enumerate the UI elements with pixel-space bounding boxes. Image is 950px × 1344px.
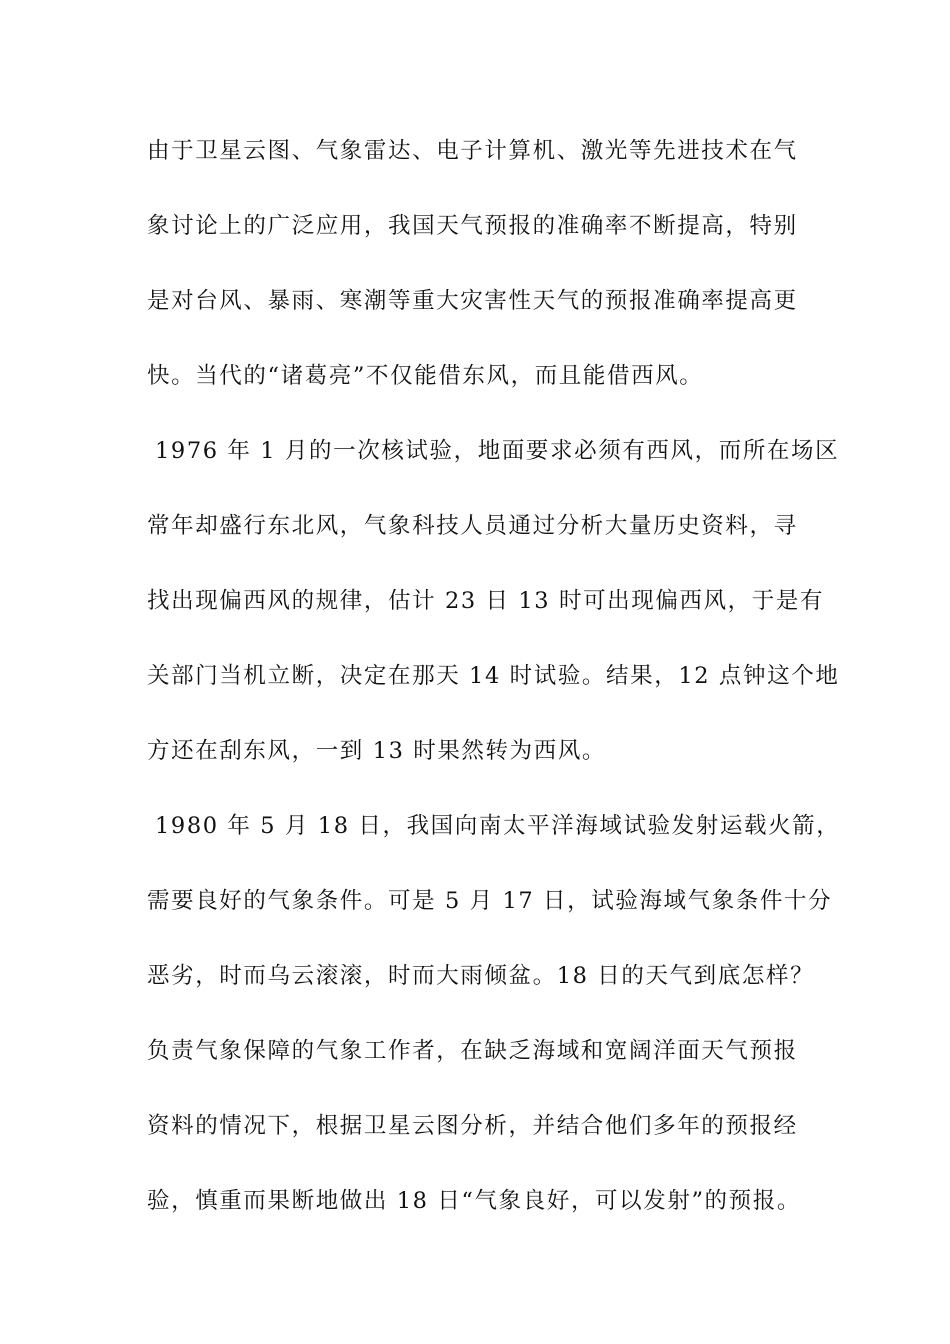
text-line: 找出现偏西风的规律，估计 23 日 13 时可出现偏西风，于是有 xyxy=(147,588,825,614)
text-line: 常年却盛行东北风，气象科技人员通过分析大量历史资料，寻 xyxy=(147,513,798,539)
text-line: 快。当代的“诸葛亮”不仅能借东风，而且能借西风。 xyxy=(147,363,704,389)
text-line: 负责气象保障的气象工作者，在缺乏海域和宽阔洋面天气预报 xyxy=(147,1038,798,1064)
text-line: 象讨论上的广泛应用，我国天气预报的准确率不断提高，特别 xyxy=(147,213,798,239)
text-line: 恶劣，时而乌云滚滚，时而大雨倾盆。18 日的天气到底怎样？ xyxy=(147,963,815,989)
text-line: 资料的情况下，根据卫星云图分析，并结合他们多年的预报经 xyxy=(147,1113,798,1139)
text-line: 1980 年 5 月 18 日，我国向南太平洋海域试验发射运载火箭， xyxy=(155,813,841,839)
text-line: 方还在刮东风，一到 13 时果然转为西风。 xyxy=(147,738,607,764)
text-line: 1976 年 1 月的一次核试验，地面要求必须有西风，而所在场区 xyxy=(155,438,840,464)
text-line: 由于卫星云图、气象雷达、电子计算机、激光等先进技术在气 xyxy=(147,138,798,164)
text-line: 关部门当机立断，决定在那天 14 时试验。结果，12 点钟这个地 xyxy=(147,663,840,689)
text-line: 是对台风、暴雨、寒潮等重大灾害性天气的预报准确率提高更 xyxy=(147,288,798,314)
text-line: 验，慎重而果断地做出 18 日“气象良好，可以发射”的预报。 xyxy=(147,1188,801,1214)
text-line: 需要良好的气象条件。可是 5 月 17 日，试验海域气象条件十分 xyxy=(147,888,833,914)
